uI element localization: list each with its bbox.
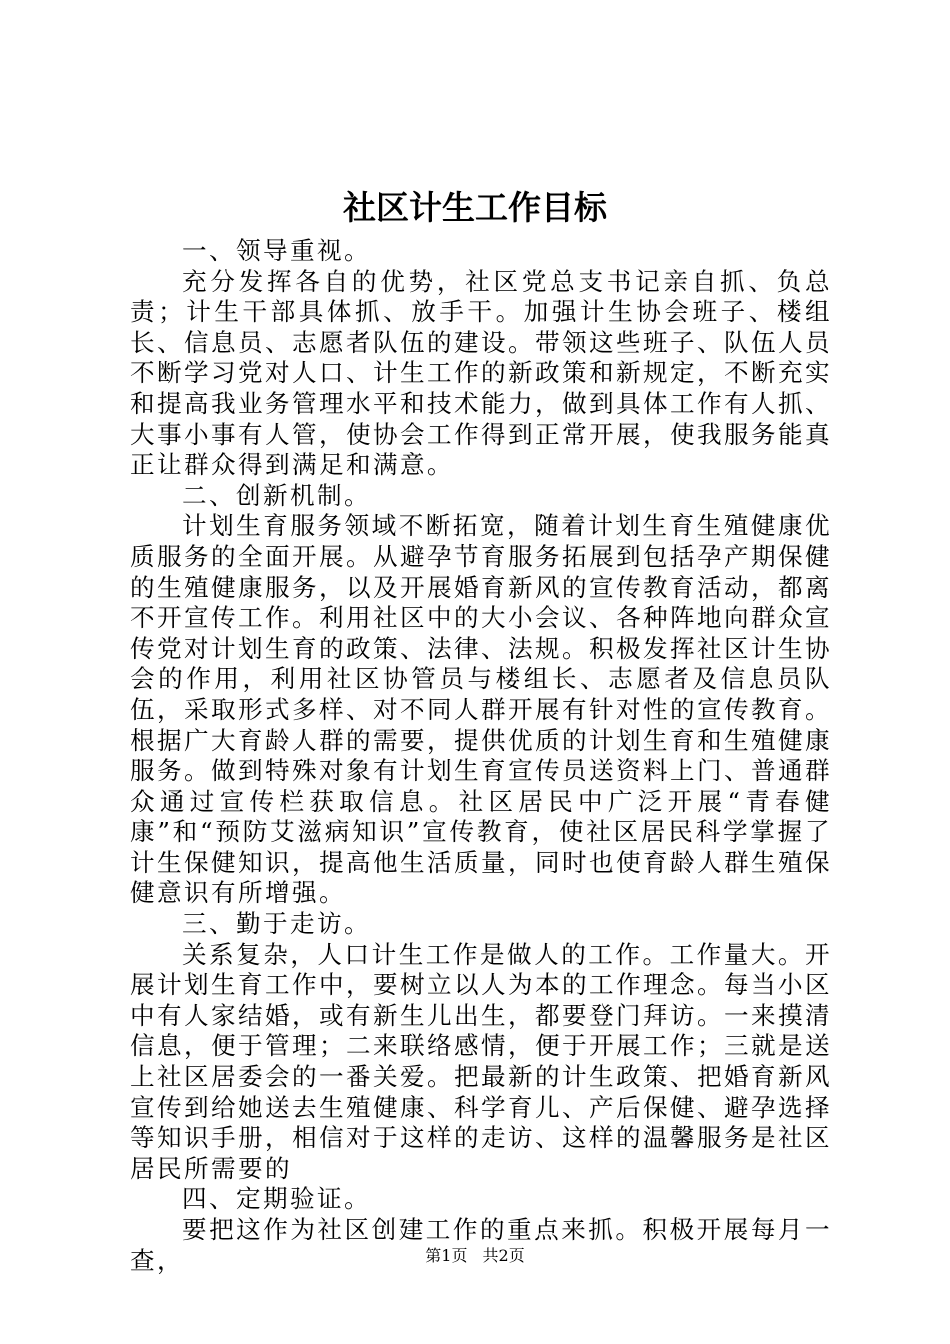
section-heading-4: 四、定期验证。 bbox=[182, 1184, 371, 1214]
page-number: 第1页 bbox=[425, 1246, 468, 1265]
section-heading-3: 三、勤于走访。 bbox=[182, 909, 371, 939]
page-footer bbox=[0, 1244, 950, 1268]
section-paragraph-2: 计划生育服务领域不断拓宽，随着计划生育生殖健康优质服务的全面开展。从避孕节育服务拓展到包括孕产期保健的生殖健康服务，以及开展婚育新风的宣传教育活动，都离不开宣传工作。利用社区中的大小会议、各种阵地向群众宣传党对计划生育的政策、法律、法规。积极发挥社区计生协会的作用，利用社区协管员与楼组长、志愿者及信息员队伍，采取形式多样、对不同人群开展有针对性的宣传教育。根据广大育龄人群的需要，提供优质的计划生育和生殖健康服务。做到特殊对象有计划生育宣传员送资料上门、普通群众通过宣传栏获取信息。社区居民中广泛开展“青春健康”和“预防艾滋病知识”宣传教育，使社区居民科学掌握了计生保健知识，提高他生活质量，同时也使育龄人群生殖保健意识有所增强。 bbox=[130, 511, 832, 908]
page-total: 共2页 bbox=[482, 1246, 525, 1265]
section-paragraph-1: 充分发挥各自的优势，社区党总支书记亲自抓、负总责；计生干部具体抓、放手干。加强计生协会班子、楼组长、信息员、志愿者队伍的建设。带领这些班子、队伍人员不断学习党对人口、计生工作的新政策和新规定，不断充实和提高我业务管理水平和技术能力，做到具体工作有人抓、大事小事有人管，使协会工作得到正常开展，使我服务能真正让群众得到满足和满意。 bbox=[130, 266, 832, 480]
document-body bbox=[130, 236, 832, 1276]
section-heading-1: 一、领导重视。 bbox=[182, 236, 371, 265]
section-paragraph-4: 要把这作为社区创建工作的重点来抓。积极开展每月一查， bbox=[130, 1215, 832, 1275]
section-paragraph-3: 关系复杂，人口计生工作是做人的工作。工作量大。开展计划生育工作中，要树立以人为本的工作理念。每当小区中有人家结婚，或有新生儿出生，都要登门拜访。一来摸清信息，便于管理；二来联络感情，便于开展工作；三就是送上社区居委会的一番关爱。把最新的计生政策、把婚育新风宣传到给她送去生殖健康、科学育儿、产后保健、避孕选择等知识手册，相信对于这样的走访、这样的温馨服务是社区居民所需要的 bbox=[130, 939, 832, 1183]
section-heading-2: 二、创新机制。 bbox=[182, 480, 371, 510]
page-title: 社区计生工作目标 bbox=[343, 188, 607, 227]
